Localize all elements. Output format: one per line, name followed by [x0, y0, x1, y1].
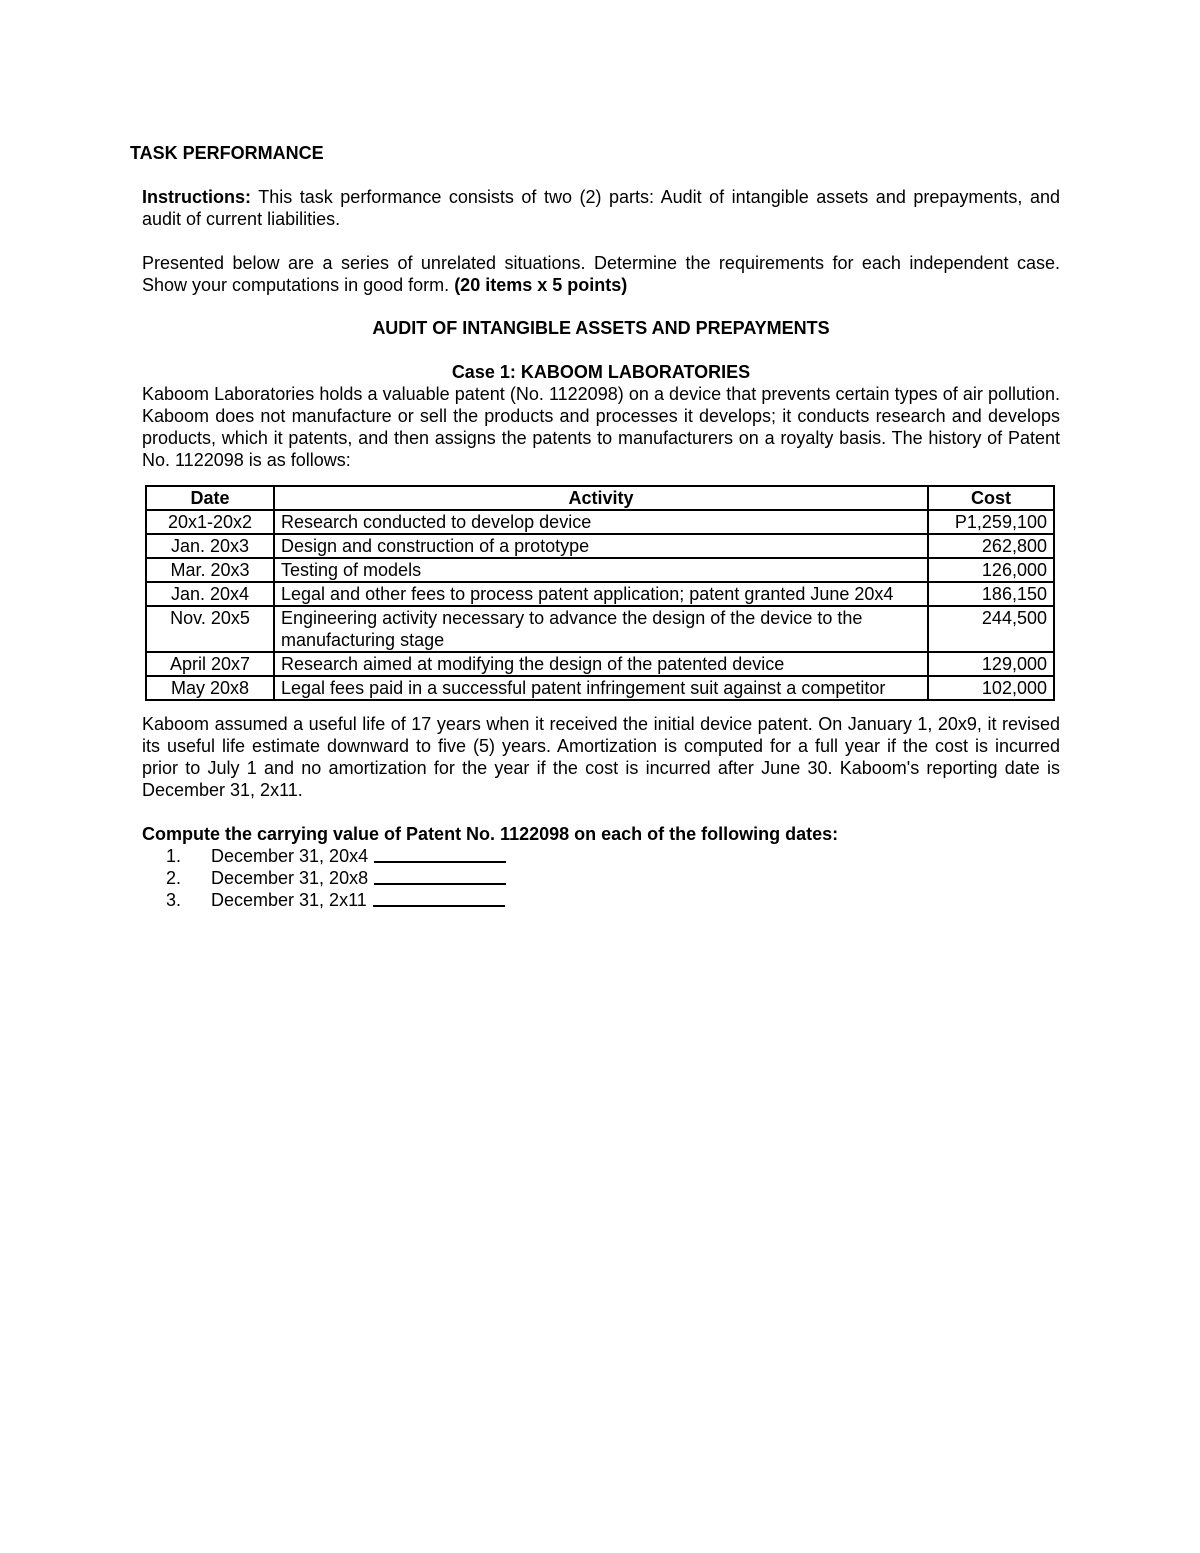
- list-item: [166, 867, 1060, 889]
- case-title: Case 1: KABOOM LABORATORIES: [451, 362, 751, 382]
- table-row: [146, 606, 1054, 652]
- row-activity: Legal fees paid in a successful patent infringement suit against a competitor: [274, 676, 928, 700]
- instructions-paragraph: [142, 186, 1060, 230]
- row-activity: Research conducted to develop device: [274, 510, 928, 534]
- row-activity: Research aimed at modifying the design of the patented device: [274, 652, 928, 676]
- row-date: Jan. 20x4: [146, 582, 274, 606]
- row-date: Nov. 20x5: [146, 606, 274, 652]
- row-date: April 20x7: [146, 652, 274, 676]
- table-row: [146, 676, 1054, 700]
- list-item: [166, 889, 1060, 911]
- page-title: TASK PERFORMANCE: [130, 143, 324, 163]
- row-cost: 126,000: [928, 558, 1054, 582]
- header-date: Date: [146, 486, 274, 510]
- row-activity: Testing of models: [274, 558, 928, 582]
- case-description: Kaboom Laboratories holds a valuable patent (No. 1122098) on a device that prevents certain types of air pollution. Kaboom does not manufacture or sell the products and processes it develops; it conducts research and develops products, which it patents, and then assigns the patents to manufacturers on a royalty basis. The history of Patent No. 1122098 is as follows:: [142, 384, 1060, 470]
- question-list: [166, 845, 1060, 911]
- row-activity: Design and construction of a prototype: [274, 534, 928, 558]
- question-number: 3.: [166, 890, 182, 910]
- table-row: [146, 510, 1054, 534]
- points-text: (20 items x 5 points): [454, 275, 628, 295]
- table-row: [146, 652, 1054, 676]
- answer-blank-line: [374, 867, 506, 885]
- row-cost: 262,800: [928, 534, 1054, 558]
- question-text: December 31, 20x4: [211, 846, 369, 866]
- row-date: Jan. 20x3: [146, 534, 274, 558]
- question-text: December 31, 2x11: [211, 890, 367, 910]
- question-text: December 31, 20x8: [211, 868, 369, 888]
- header-activity: Activity: [274, 486, 928, 510]
- instructions-text: This task performance consists of two (2) parts: Audit of intangible assets and prepayments, and audit of current liabilities.: [142, 187, 1060, 229]
- table-header-row: [146, 486, 1054, 510]
- row-cost: 102,000: [928, 676, 1054, 700]
- answer-blank-line: [373, 889, 505, 907]
- row-activity: Legal and other fees to process patent application; patent granted June 20x4: [274, 582, 928, 606]
- row-date: May 20x8: [146, 676, 274, 700]
- row-cost: 186,150: [928, 582, 1054, 606]
- section-title: AUDIT OF INTANGIBLE ASSETS AND PREPAYMENTS: [372, 318, 830, 338]
- question-title: Compute the carrying value of Patent No. 1122098 on each of the following dates:: [142, 824, 839, 844]
- list-item: [166, 845, 1060, 867]
- presented-text: Presented below are a series of unrelated situations. Determine the requirements for each independent case. Show your computations in good form.: [142, 253, 1060, 295]
- table-row: [146, 558, 1054, 582]
- row-activity: Engineering activity necessary to advance the design of the device to the manufacturing stage: [274, 606, 928, 652]
- answer-blank-line: [374, 845, 506, 863]
- table-row: [146, 582, 1054, 606]
- row-cost: 129,000: [928, 652, 1054, 676]
- header-cost: Cost: [928, 486, 1054, 510]
- table-row: [146, 534, 1054, 558]
- row-cost: 244,500: [928, 606, 1054, 652]
- document-content: [130, 143, 1060, 911]
- patent-history-table: [145, 485, 1055, 701]
- question-number: 1.: [166, 846, 182, 866]
- instructions-label: Instructions:: [142, 187, 252, 207]
- question-number: 2.: [166, 868, 182, 888]
- presented-paragraph: [142, 252, 1060, 296]
- row-date: 20x1-20x2: [146, 510, 274, 534]
- row-date: Mar. 20x3: [146, 558, 274, 582]
- row-cost: P1,259,100: [928, 510, 1054, 534]
- assumptions-paragraph: Kaboom assumed a useful life of 17 years when it received the initial device patent. On January 1, 20x9, it revised its useful life estimate downward to five (5) years. Amortization is computed for a full year if the cost is incurred prior to July 1 and no amortization for the year if the cost is incurred after June 30. Kaboom's reporting date is December 31, 2x11.: [142, 714, 1060, 800]
